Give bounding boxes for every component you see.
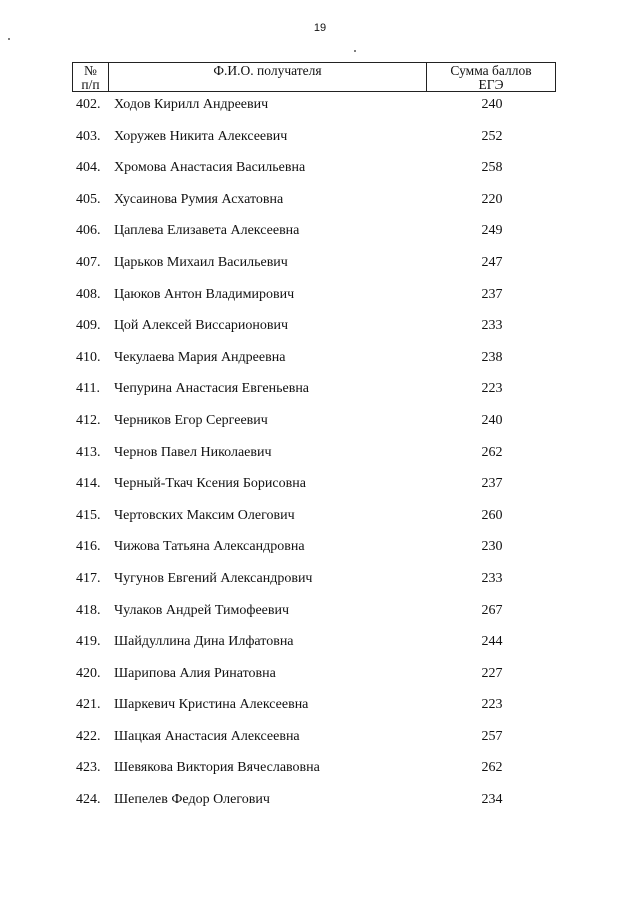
row-number: 415. [76, 507, 101, 523]
table-row [0, 507, 640, 539]
table-row [0, 159, 640, 191]
row-number: 422. [76, 728, 101, 744]
recipient-name: Шепелев Федор Олегович [114, 792, 270, 808]
row-number: 413. [76, 444, 101, 460]
exam-score: 223 [481, 381, 503, 397]
row-number: 409. [76, 318, 101, 334]
exam-score: 260 [481, 507, 503, 523]
row-number: 403. [76, 128, 101, 144]
row-number: 416. [76, 539, 101, 555]
exam-score: 230 [481, 539, 503, 555]
header-score-cell [427, 63, 555, 91]
exam-score: 237 [481, 476, 503, 492]
exam-score: 237 [481, 286, 503, 302]
row-number: 402. [76, 97, 101, 112]
row-number: 411. [76, 381, 100, 397]
recipients-list [0, 96, 640, 823]
recipient-name: Шацкая Анастасия Алексеевна [114, 728, 300, 744]
exam-score: 244 [481, 634, 503, 650]
table-row [0, 191, 640, 223]
exam-score: 267 [481, 602, 503, 618]
exam-score: 247 [481, 254, 503, 270]
header-number-label: № [84, 63, 97, 78]
recipient-name: Чепурина Анастасия Евгеньевна [114, 381, 310, 397]
exam-score: 240 [481, 97, 503, 112]
row-number: 404. [76, 160, 101, 176]
recipient-name: Цаюков Антон Владимирович [114, 286, 295, 302]
row-number: 406. [76, 223, 101, 239]
recipient-name: Шевякова Виктория Вячеславовна [114, 760, 320, 776]
header-name-label: Ф.И.О. получателя [213, 63, 322, 78]
recipient-name: Чулаков Андрей Тимофеевич [114, 602, 290, 618]
table-row [0, 570, 640, 602]
header-number-cell [73, 63, 109, 91]
header-name-cell [109, 63, 427, 91]
exam-score: 227 [481, 665, 503, 681]
row-number: 418. [76, 602, 101, 618]
table-row [0, 380, 640, 412]
recipient-name: Цаплева Елизавета Алексеевна [114, 223, 300, 239]
exam-score: 252 [481, 128, 503, 144]
row-number: 417. [76, 570, 101, 586]
table-row [0, 791, 640, 823]
table-row [0, 538, 640, 570]
scan-speck [8, 38, 10, 40]
table-row [0, 475, 640, 507]
row-number: 412. [76, 412, 101, 428]
exam-score: 233 [481, 570, 503, 586]
header-score-label: Сумма баллов [450, 63, 532, 78]
table-row [0, 665, 640, 697]
scan-speck [354, 50, 356, 52]
exam-score: 223 [481, 697, 503, 713]
recipient-name: Чертовских Максим Олегович [114, 507, 295, 523]
table-row [0, 696, 640, 728]
recipient-name: Чекулаева Мария Андреевна [114, 349, 286, 365]
exam-score: 233 [481, 318, 503, 334]
recipient-name: Ходов Кирилл Андреевич [114, 97, 269, 112]
exam-score: 258 [481, 160, 503, 176]
page-number: 19 [313, 22, 327, 34]
table-row [0, 759, 640, 791]
table-row [0, 286, 640, 318]
header-score-sublabel: ЕГЭ [478, 77, 504, 92]
row-number: 407. [76, 254, 101, 270]
row-number: 408. [76, 286, 101, 302]
row-number: 423. [76, 760, 101, 776]
row-number: 414. [76, 476, 101, 492]
exam-score: 234 [481, 792, 503, 808]
recipient-name: Цой Алексей Виссарионович [114, 318, 289, 334]
table-row [0, 128, 640, 160]
recipient-name: Чернов Павел Николаевич [114, 444, 272, 460]
recipient-name: Шаркевич Кристина Алексеевна [114, 697, 309, 713]
exam-score: 238 [481, 349, 503, 365]
table-row [0, 728, 640, 760]
exam-score: 240 [481, 412, 503, 428]
recipient-name: Хусаинова Румия Асхатовна [114, 191, 284, 207]
recipient-name: Шарипова Алия Ринатовна [114, 665, 276, 681]
exam-score: 262 [481, 444, 503, 460]
recipient-name: Черников Егор Сергеевич [114, 412, 268, 428]
recipient-name: Хоружев Никита Алексеевич [114, 128, 288, 144]
table-row [0, 96, 640, 128]
row-number: 405. [76, 191, 101, 207]
row-number: 424. [76, 792, 101, 808]
table-row [0, 254, 640, 286]
table-header [72, 62, 556, 92]
row-number: 410. [76, 349, 101, 365]
table-row [0, 317, 640, 349]
table-row [0, 633, 640, 665]
row-number: 421. [76, 697, 101, 713]
recipient-name: Черный-Ткач Ксения Борисовна [114, 476, 306, 492]
row-number: 420. [76, 665, 101, 681]
exam-score: 249 [481, 223, 503, 239]
recipient-name: Чижова Татьяна Александровна [114, 539, 305, 555]
header-number-sublabel: п/п [81, 77, 100, 92]
table-row [0, 602, 640, 634]
recipient-name: Чугунов Евгений Александрович [114, 570, 313, 586]
recipient-name: Хромова Анастасия Васильевна [114, 160, 306, 176]
exam-score: 262 [481, 760, 503, 776]
recipient-name: Царьков Михаил Васильевич [114, 254, 288, 270]
table-row [0, 444, 640, 476]
table-row [0, 349, 640, 381]
exam-score: 257 [481, 728, 503, 744]
exam-score: 220 [481, 191, 503, 207]
row-number: 419. [76, 634, 101, 650]
table-row [0, 412, 640, 444]
table-row [0, 222, 640, 254]
recipient-name: Шайдуллина Дина Илфатовна [114, 634, 294, 650]
